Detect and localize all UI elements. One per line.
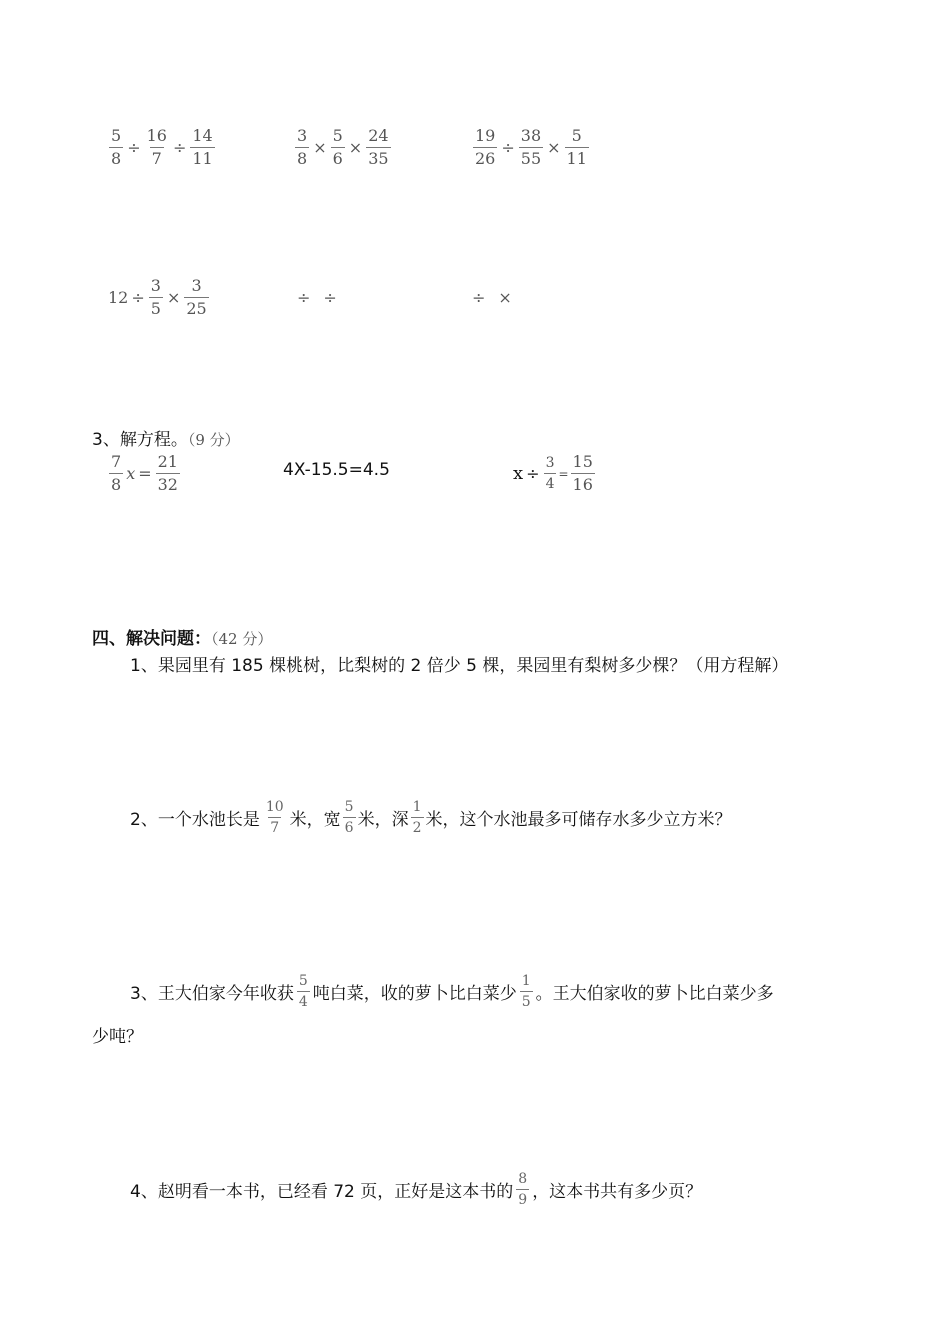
fraction: $\frac{14}{11}$ [192, 126, 213, 168]
divide-sign: ÷ [131, 288, 145, 307]
fraction: $\frac{5}{11}$ [566, 126, 587, 168]
fraction: $\frac{1}{5}$ [521, 973, 531, 1010]
divide-sign: ÷ [297, 288, 311, 307]
question-2-text-a: 2、一个水池长是 [130, 810, 260, 830]
multiply-sign: × [313, 138, 327, 157]
divide-sign: ÷ [526, 464, 540, 483]
equation-2: 4X-15.5=4.5 [283, 460, 390, 480]
fraction: $\frac{16}{7}$ [146, 126, 167, 168]
expression-4 [108, 278, 210, 317]
equation-3 [513, 454, 596, 493]
question-3-text-a: 3、王大伯家今年收获 [130, 984, 294, 1004]
question-3-text-c: 。王大伯家收的萝卜比白菜少多 [535, 984, 774, 1004]
section-3-heading [92, 425, 240, 450]
section-4-heading [92, 624, 272, 649]
expression-3 [472, 128, 590, 167]
divide-sign: ÷ [323, 288, 337, 307]
fraction: $\frac{8}{9}$ [518, 1171, 528, 1208]
question-3-line-1 [130, 974, 774, 1009]
expression-6 [469, 288, 515, 307]
divide-sign: ÷ [472, 288, 486, 307]
fraction: $\frac{38}{55}$ [520, 126, 542, 168]
multiply-sign: × [166, 288, 181, 307]
divide-sign: ÷ [501, 138, 515, 157]
expression-2 [294, 128, 392, 167]
fraction: $\frac{10}{7}$ [265, 799, 284, 836]
whole-number: 12 [108, 288, 129, 307]
variable-x: x [513, 463, 524, 484]
question-3-text-b: 吨白菜，收的萝卜比白菜少 [312, 984, 517, 1004]
fraction: $\frac{21}{32}$ [157, 452, 178, 494]
fraction: $\frac{3}{4}$ [545, 455, 555, 492]
fraction: $\frac{15}{16}$ [572, 452, 593, 494]
fraction: $\frac{5}{6}$ [332, 126, 343, 168]
fraction: $\frac{24}{35}$ [368, 126, 389, 168]
multiply-sign: × [498, 288, 512, 307]
expression-5 [294, 288, 340, 307]
multiply-sign: × [348, 138, 363, 157]
question-2-text-d: 米，这个水池最多可储存水多少立方米？ [425, 810, 732, 830]
fraction: $\frac{3}{25}$ [186, 276, 207, 318]
section-3-score: （9 分） [187, 431, 240, 449]
question-2-text-b: 米，宽 [289, 810, 341, 830]
question-2 [130, 800, 732, 835]
question-4-text-b: ，这本书共有多少页？ [532, 1182, 703, 1202]
equals-sign: = [138, 464, 152, 483]
fraction: $\frac{3}{8}$ [297, 126, 308, 168]
section-3-title: 3、解方程。 [92, 430, 188, 450]
expression-1 [108, 128, 216, 167]
fraction: $\frac{5}{8}$ [111, 126, 122, 168]
fraction: $\frac{7}{8}$ [111, 452, 122, 494]
equals-sign: = [558, 466, 569, 481]
question-4 [130, 1172, 702, 1207]
equation-1 [108, 454, 181, 493]
variable-x: x [126, 464, 136, 483]
fraction: $\frac{5}{6}$ [344, 799, 354, 836]
section-4-score: （42 分） [211, 630, 273, 648]
question-3-line-2: 少吨？ [92, 1027, 143, 1047]
question-2-text-c: 米，深 [357, 810, 409, 830]
fraction: $\frac{19}{26}$ [475, 126, 496, 168]
divide-sign: ÷ [172, 138, 187, 157]
fraction: $\frac{5}{4}$ [298, 973, 308, 1010]
fraction: $\frac{1}{2}$ [412, 799, 422, 836]
multiply-sign: × [547, 138, 561, 157]
divide-sign: ÷ [127, 138, 141, 157]
question-1: 1、果园里有 185 棵桃树，比梨树的 2 倍少 5 棵，果园里有梨树多少棵？（用方程解） [130, 656, 789, 676]
question-4-text-a: 4、赵明看一本书，已经看 72 页，正好是这本书的 [130, 1182, 514, 1202]
section-4-title: 四、解决问题： [92, 629, 211, 649]
fraction: $\frac{3}{5}$ [150, 276, 161, 318]
